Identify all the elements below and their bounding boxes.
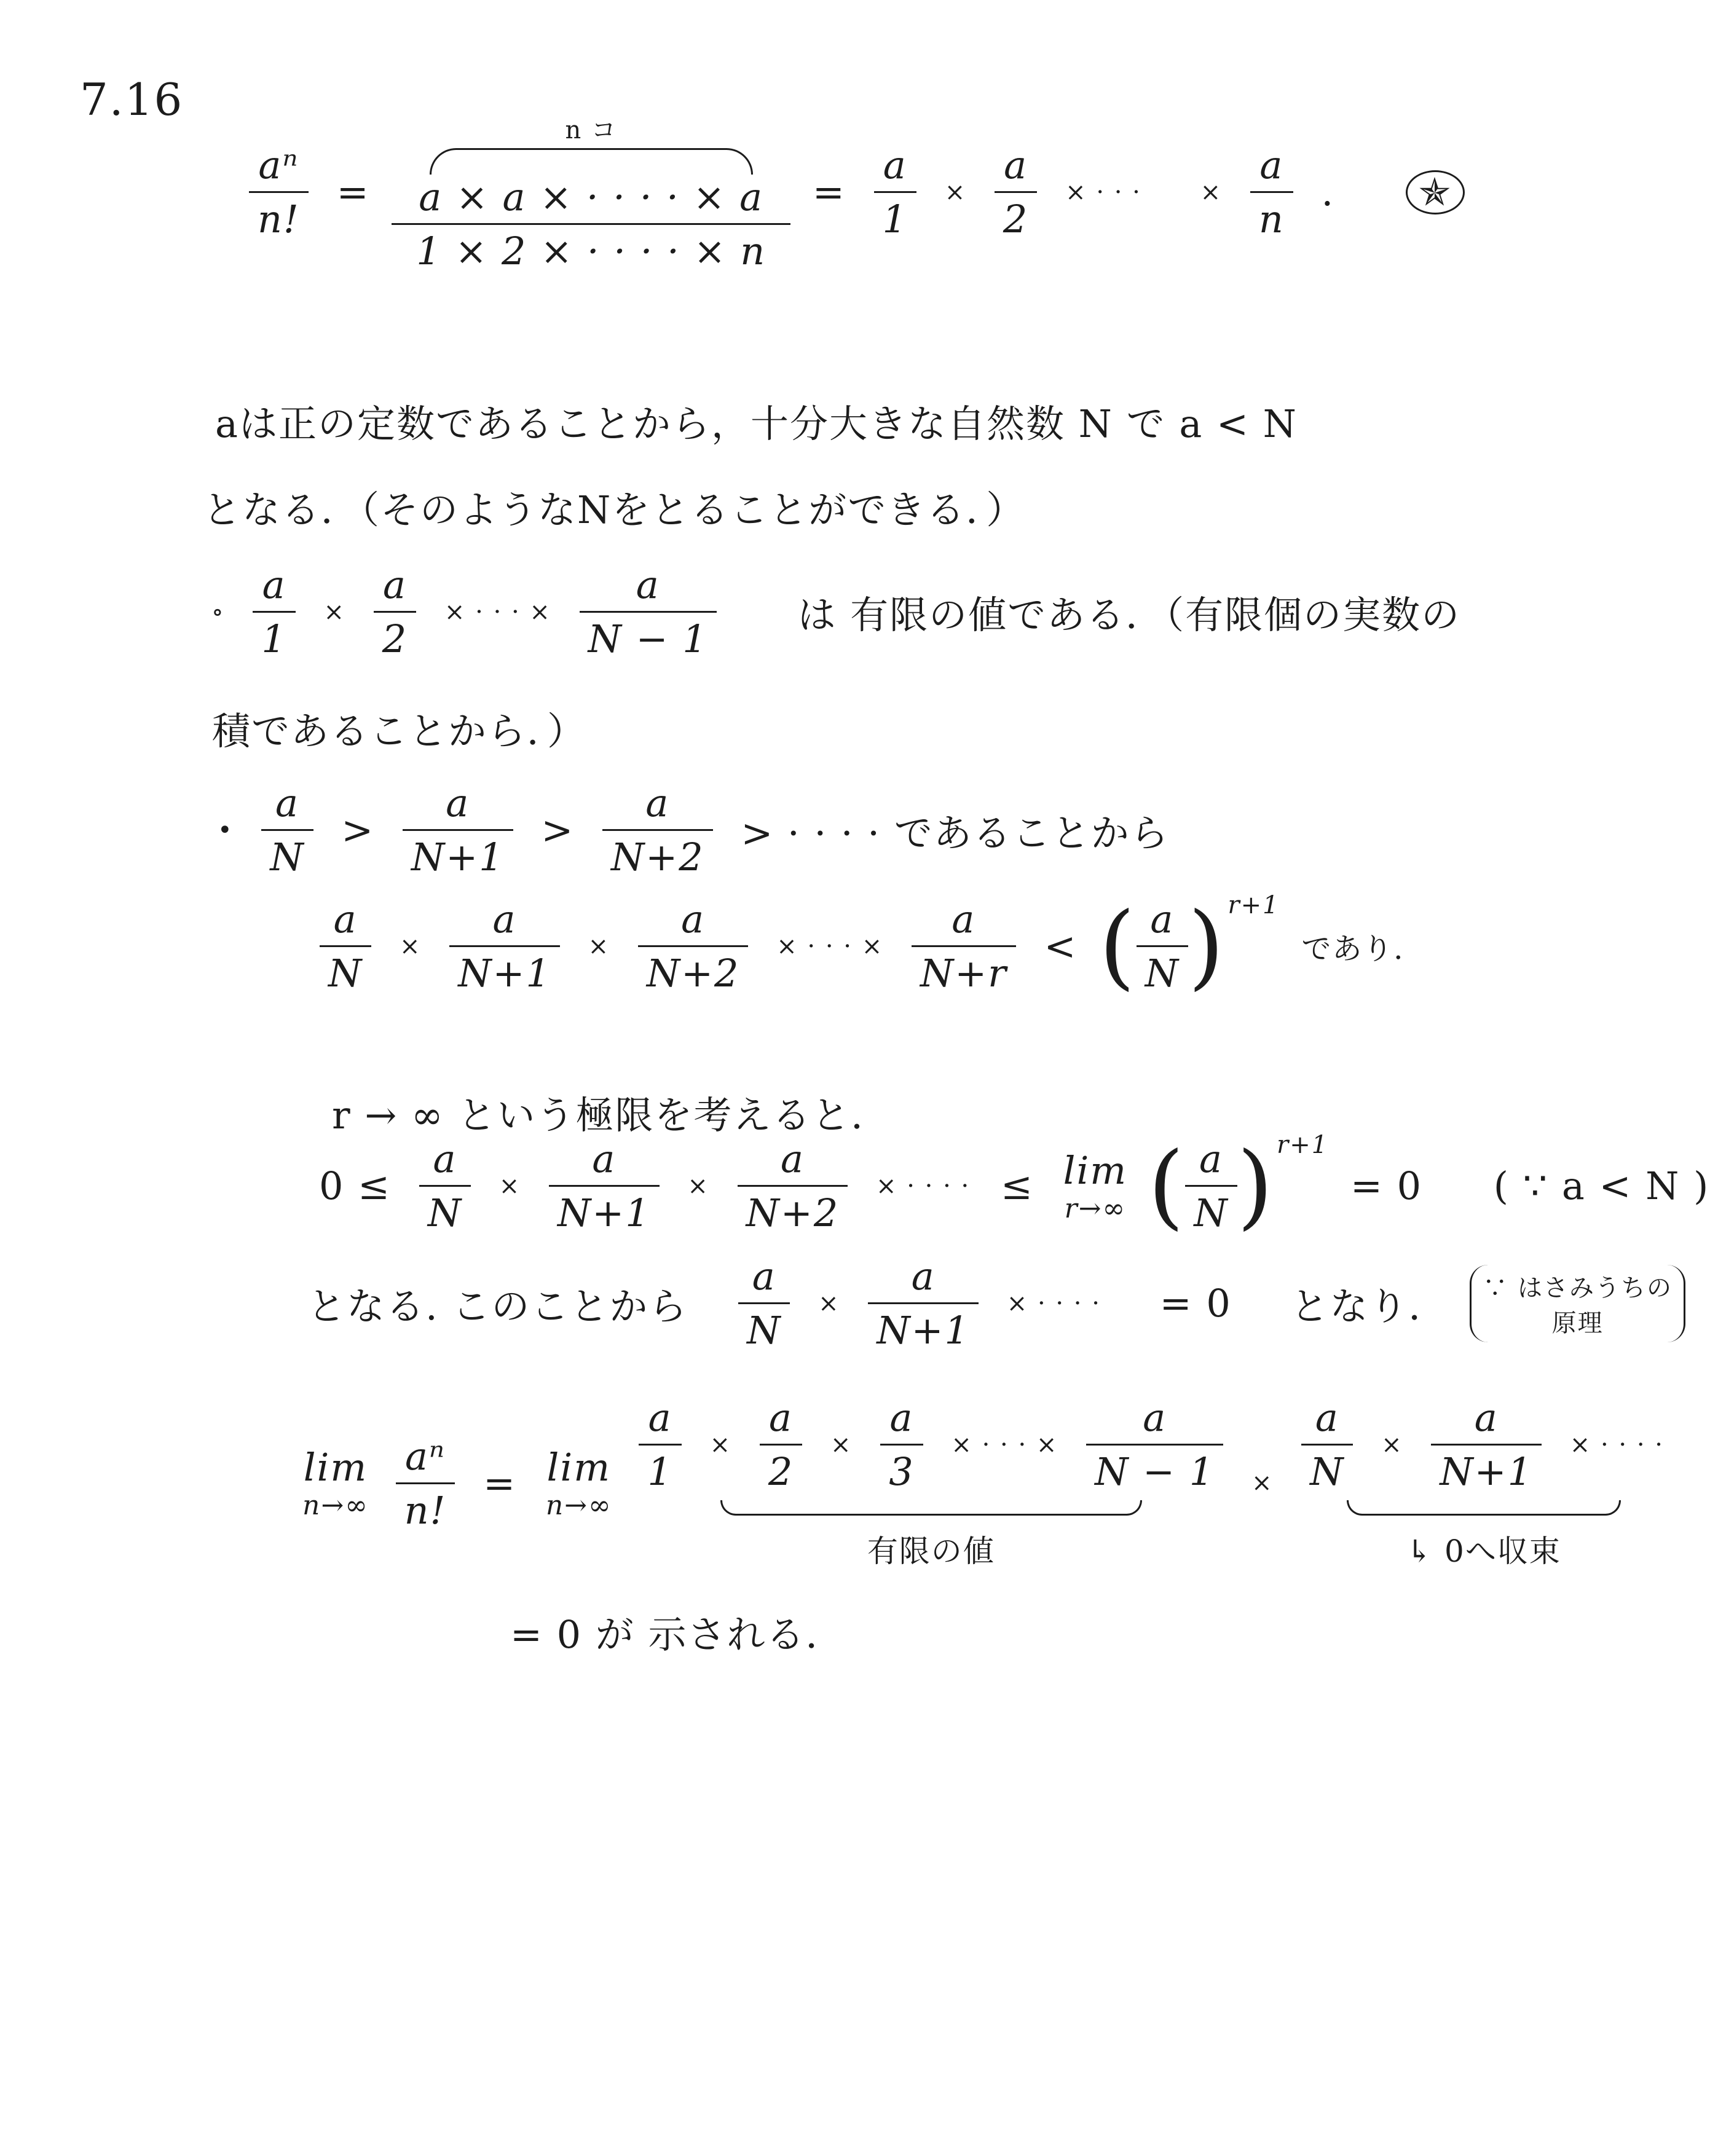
exponent: r+1 — [1227, 891, 1280, 919]
result-line: = 0 が 示される． — [510, 1612, 845, 1657]
denominator: 1 — [253, 611, 295, 661]
denominator: N+1 — [403, 829, 513, 879]
numerator: a — [889, 1395, 914, 1440]
numerator: a — [952, 897, 976, 942]
numerator: a — [681, 897, 706, 942]
greater-than: > — [341, 808, 375, 852]
and-text: であり． — [1301, 932, 1425, 967]
product-fraction — [392, 111, 790, 273]
numerator: a — [433, 1136, 457, 1182]
note-line-1: ∵ はさみうちの — [1483, 1273, 1673, 1302]
less-than: < — [1044, 924, 1078, 969]
numerator: a — [636, 562, 660, 607]
numerator: a — [446, 781, 470, 825]
right-paren: ) — [1188, 892, 1226, 1000]
numerator: a — [645, 781, 670, 825]
denominator: 1 — [874, 191, 916, 242]
decreasing-tail-text: > · · · · であることから — [741, 811, 1170, 856]
equation-definition — [243, 111, 1473, 273]
denominator: N+1 — [1431, 1444, 1542, 1494]
times-sign: × — [818, 1289, 840, 1318]
therefore-text: となる. このことから — [307, 1284, 688, 1329]
numerator: a — [333, 897, 358, 942]
denominator: N+1 — [868, 1302, 979, 1353]
problem-number: 7.16 — [80, 74, 184, 125]
denominator: N — [419, 1185, 471, 1235]
denominator: N+2 — [602, 829, 713, 879]
denominator: 1 × 2 × · · · · × n — [392, 223, 790, 273]
ellipsis: × · · · × — [951, 1430, 1058, 1459]
ellipsis: × · · · · — [1006, 1289, 1101, 1318]
bullet-icon: • — [218, 816, 234, 844]
ellipsis: × · · · × — [444, 597, 551, 626]
times-sign: × — [1251, 1469, 1274, 1497]
denominator: n — [1250, 191, 1293, 242]
bound-inequality-line — [313, 891, 1433, 1000]
denominator: N — [1185, 1185, 1237, 1235]
denominator: N — [1301, 1444, 1353, 1494]
note-line-2: 原理 — [1551, 1308, 1604, 1337]
numerator: a — [1004, 143, 1028, 187]
less-equal: ≤ — [1000, 1163, 1034, 1209]
equals-zero: = 0 — [1159, 1281, 1232, 1326]
numerator: a — [262, 562, 286, 607]
denominator: 2 — [374, 611, 416, 661]
times-sign: × — [498, 1171, 521, 1200]
denominator: 1 — [639, 1444, 681, 1494]
times-sign: × — [1381, 1430, 1403, 1459]
finite-value-label: 有限の値 — [867, 1533, 995, 1569]
text-line-constant: aは正の定数であることから，十分大きな自然数 N で a < N — [215, 401, 1298, 446]
times-sign: × — [709, 1430, 732, 1459]
reason-note: ( ∵ a < N ) — [1493, 1163, 1710, 1209]
squeeze-inequality-line — [310, 1131, 1718, 1240]
overbrace — [430, 148, 753, 175]
equals-sign: = — [483, 1460, 517, 1506]
times-sign: × — [399, 932, 422, 961]
denominator: N − 1 — [580, 611, 717, 661]
denominator: 3 — [880, 1444, 923, 1494]
decreasing-terms-line — [209, 781, 1178, 879]
times-sign: × — [1200, 178, 1223, 207]
numerator: a — [780, 1136, 805, 1182]
exponent: r+1 — [1277, 1131, 1329, 1159]
denominator: N+r — [912, 945, 1016, 996]
final-limit-line — [295, 1395, 1673, 1571]
brace-label: n コ — [565, 116, 617, 144]
denominator: N+2 — [638, 945, 749, 996]
numerator: a — [592, 1136, 617, 1182]
equals-sign: = — [812, 170, 846, 214]
denominator: 2 — [995, 191, 1037, 242]
underbrace-finite — [720, 1500, 1142, 1516]
fraction-an-over-nfact — [249, 143, 309, 242]
conclusion-line — [307, 1254, 1685, 1353]
right-paren: ) — [1237, 1132, 1275, 1240]
numerator: a — [1150, 897, 1175, 942]
denominator: N+2 — [738, 1185, 848, 1235]
numerator: a × a × · · · · × a — [419, 175, 764, 219]
bullet-icon: ∘ — [211, 597, 225, 626]
denominator: N − 1 — [1086, 1444, 1223, 1494]
denominator: N — [320, 945, 371, 996]
greater-than: > — [541, 808, 575, 852]
denominator: N+1 — [449, 945, 560, 996]
times-sign: × — [323, 597, 346, 626]
numerator: a — [1143, 1395, 1167, 1440]
ellipsis: × · · · — [1065, 178, 1141, 207]
zero-le: 0 ≤ — [319, 1163, 392, 1209]
converge-part-group — [1295, 1395, 1673, 1571]
numerator: a — [648, 1395, 672, 1440]
lim-label: lim — [546, 1445, 611, 1490]
denominator: N — [1137, 945, 1188, 996]
ellipsis: × · · · · — [876, 1171, 971, 1200]
numerator: a — [1259, 143, 1284, 187]
equals-sign: = — [336, 170, 370, 214]
times-sign: × — [944, 178, 967, 207]
finite-value-text: は 有限の値である．（有限個の実数の — [797, 592, 1461, 637]
lim-subscript: n→∞ — [302, 1490, 369, 1521]
numerator: a — [883, 143, 907, 187]
finite-part-group — [632, 1395, 1229, 1571]
text-line-choose-n: となる．（そのようなNをとることができる．） — [203, 487, 1026, 532]
numerator: a — [769, 1395, 794, 1440]
period: . — [1321, 170, 1335, 214]
squeeze-theorem-note — [1470, 1265, 1685, 1342]
lim-label: lim — [1063, 1147, 1128, 1193]
numerator: a — [492, 897, 517, 942]
denominator: 2 — [760, 1444, 802, 1494]
limit-consider-line: r → ∞ という極限を考えると． — [332, 1093, 891, 1138]
times-sign: × — [830, 1430, 853, 1459]
text-line-product-reason: 積であることから．） — [212, 709, 587, 753]
underbrace-converge — [1347, 1500, 1621, 1516]
numerator: a — [1199, 1136, 1223, 1182]
times-sign: × — [588, 932, 610, 961]
left-paren: ( — [1099, 892, 1137, 1000]
denominator: n! — [396, 1482, 455, 1533]
converge-label: ↳ 0へ収束 — [1406, 1533, 1561, 1569]
star-mark: ✯ — [1406, 170, 1465, 214]
numerator: aⁿ — [258, 143, 299, 187]
finite-product-line — [203, 562, 1469, 661]
numerator: aⁿ — [404, 1433, 446, 1479]
numerator: a — [911, 1254, 936, 1299]
becomes-text: となり． — [1290, 1284, 1448, 1329]
numerator: a — [752, 1254, 776, 1299]
lim-subscript: n→∞ — [545, 1490, 612, 1521]
lim-label: lim — [303, 1445, 368, 1490]
denominator: N — [738, 1302, 790, 1353]
numerator: a — [382, 562, 407, 607]
ellipsis: × · · · × — [776, 932, 884, 961]
left-paren: ( — [1148, 1132, 1186, 1240]
denominator: N — [261, 829, 313, 879]
times-sign: × — [687, 1171, 709, 1200]
lim-subscript: r→∞ — [1064, 1192, 1127, 1224]
numerator: a — [275, 781, 299, 825]
numerator: a — [1474, 1395, 1499, 1440]
equals-zero: = 0 — [1350, 1163, 1423, 1209]
ellipsis: × · · · · — [1569, 1430, 1664, 1459]
denominator: n! — [249, 191, 309, 242]
denominator: N+1 — [549, 1185, 660, 1235]
numerator: a — [1315, 1395, 1339, 1440]
